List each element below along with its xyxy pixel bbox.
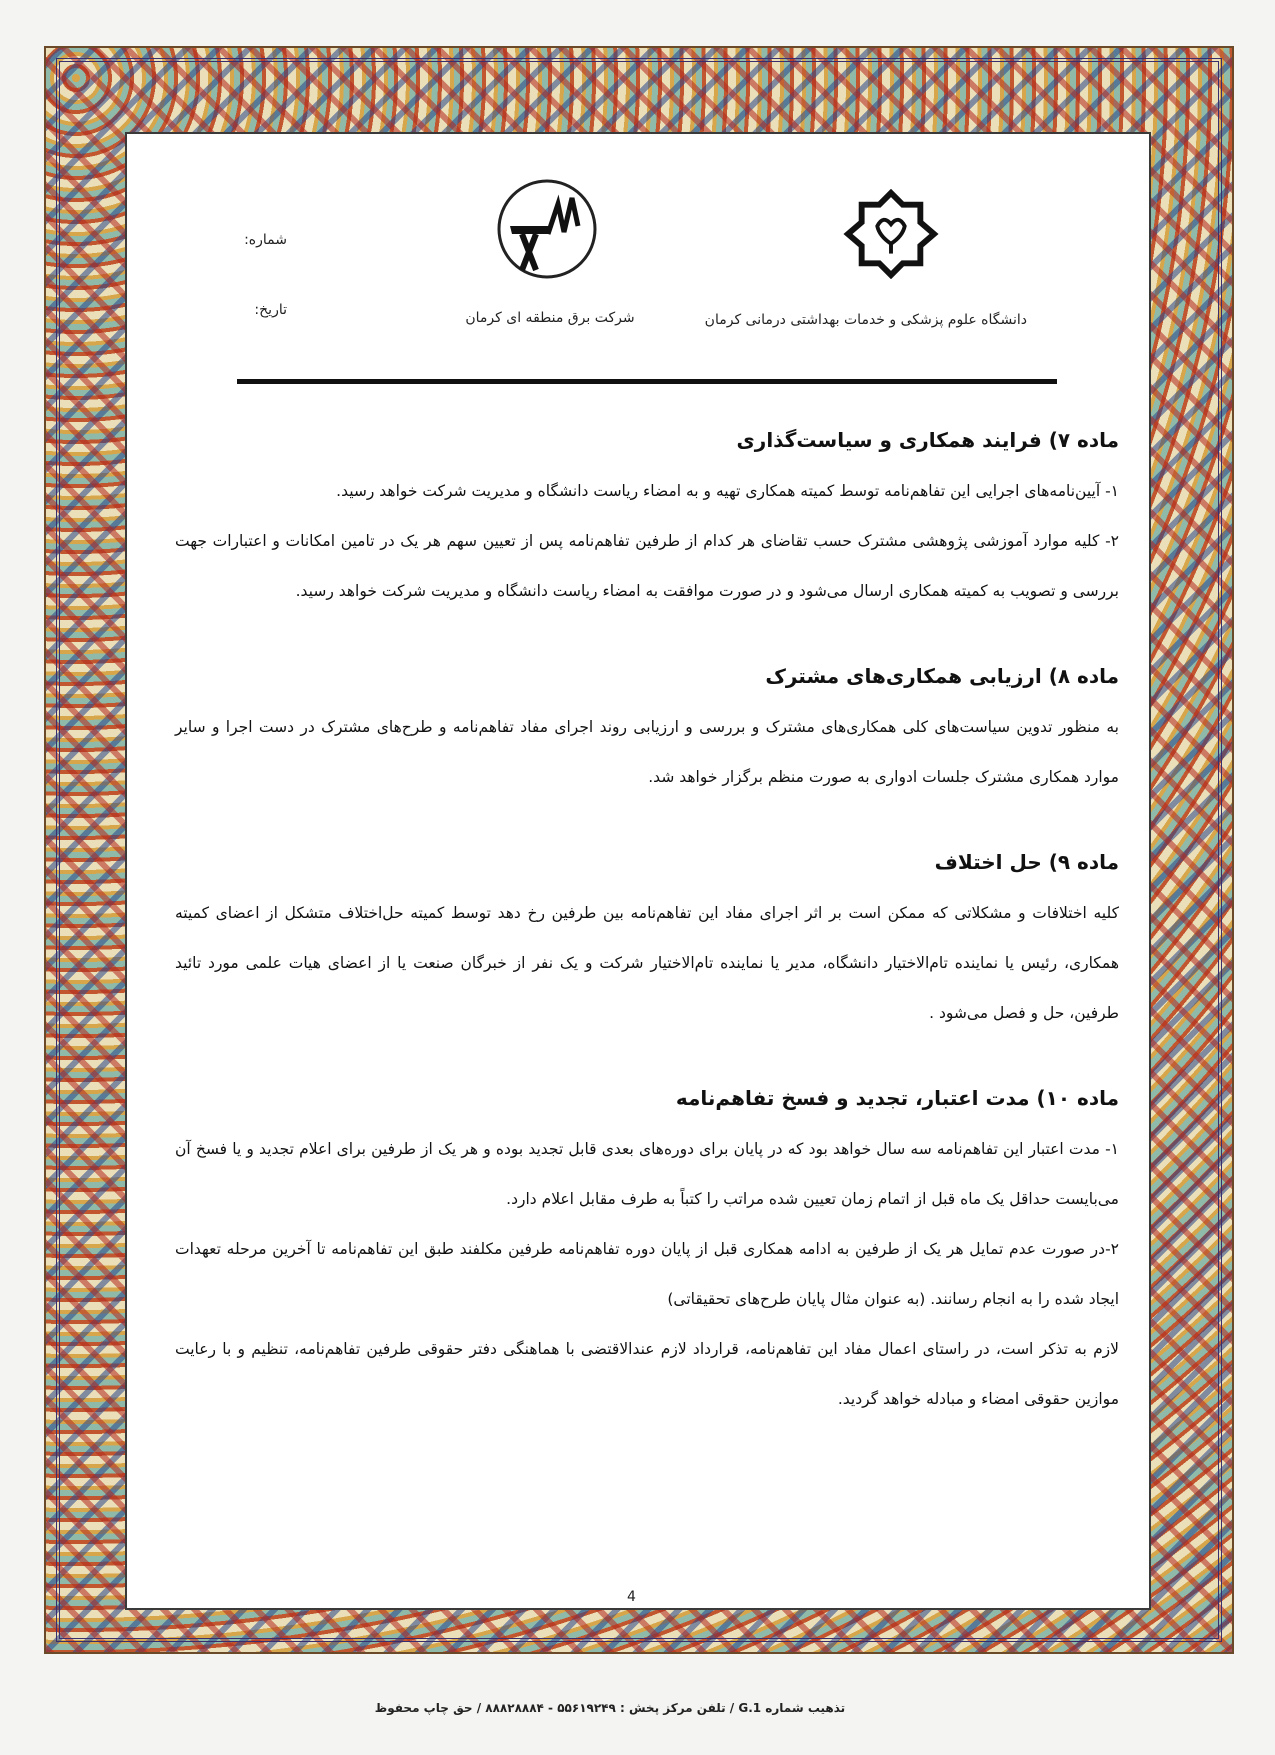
company-name: شرکت برق منطقه ای کرمان (465, 310, 635, 326)
article-10 (175, 1082, 1119, 1424)
article-7 (175, 424, 1119, 616)
article-heading: ماده ۷) فرایند همکاری و سیاست‌گذاری (736, 428, 1119, 452)
number-label: شماره: (244, 232, 287, 248)
power-company-logo-icon (492, 174, 602, 284)
article-paragraph: کلیه اختلافات و مشکلاتی که ممکن است بر اثر اجرای مفاد این تفاهم‌نامه بین طرفین رخ دهد توسط کمیته حل‌اختلاف متشکل از اعضای کمیته همکاری، رئیس یا نماینده تام‌الاختیار دانشگاه، مدیر یا نماینده تام‌الاختیار شرکت و یک نفر از خبرگان صنعت یا از اعضای هیات علمی مورد تائید طرفین، حل و فصل می‌شود . (175, 904, 1119, 1022)
document-page (125, 132, 1151, 1610)
article-9 (175, 846, 1119, 1038)
article-8 (175, 660, 1119, 802)
university-name: دانشگاه علوم پزشکی و خدمات بهداشتی درمانی کرمان (704, 312, 1027, 328)
header-divider (237, 379, 1057, 384)
page-number: 4 (627, 1589, 636, 1605)
university-logo-icon (842, 189, 940, 279)
article-heading: ماده ۹) حل اختلاف (934, 850, 1119, 874)
article-paragraph: لازم به تذکر است، در راستای اعمال مفاد این تفاهم‌نامه، قرارداد لازم عندالاقتضی با هماهنگی دفتر حقوقی طرفین تفاهم‌نامه، تنظیم و با رعایت موازین حقوقی امضاء و مبادله خواهد گردید. (175, 1340, 1119, 1408)
article-paragraph: ۱- مدت اعتبار این تفاهم‌نامه سه سال خواهد بود که در پایان برای دوره‌های بعدی قابل تجدید بوده و هر یک از طرفین برای اعلام تجدید و یا فسخ آن می‌بایست حداقل یک ماه قبل از اتمام زمان تعیین شده مراتب را کتباً به طرف مقابل اعلام دارد. (175, 1140, 1119, 1208)
article-paragraph: ۲- کلیه موارد آموزشی پژوهشی مشترک حسب تقاضای هر کدام از طرفین تفاهم‌نامه پس از تعیین سهم هر یک در تامین امکانات و اعتبارات جهت بررسی و تصویب به کمیته همکاری ارسال می‌شود و در صورت موافقت به امضاء ریاست دانشگاه و مدیریت شرکت خواهد رسید. (175, 532, 1119, 600)
article-heading: ماده ۸) ارزیابی همکاری‌های مشترک (765, 664, 1119, 688)
date-label: تاریخ: (254, 302, 287, 318)
print-footer: تذهیب شماره G.1 / تلفن مرکز پخش : ۵۵۶۱۹۲۴۹ - ۸۸۸۲۸۸۸۴ / حق چاپ محفوظ (374, 1701, 846, 1715)
article-paragraph: به منظور تدوین سیاست‌های کلی همکاری‌های مشترک و بررسی و ارزیابی روند اجرای مفاد تفاهم‌نامه و طرح‌های مشترک در دست اجرا و سایر موارد همکاری مشترک جلسات ادواری به صورت منظم برگزار خواهد شد. (175, 718, 1119, 786)
article-heading: ماده ۱۰) مدت اعتبار، تجدید و فسخ تفاهم‌نامه (675, 1086, 1119, 1110)
article-paragraph: ۱- آیین‌نامه‌های اجرایی این تفاهم‌نامه توسط کمیته همکاری تهیه و به امضاء ریاست دانشگاه و مدیریت شرکت خواهد رسید. (336, 482, 1119, 500)
article-paragraph: ۲-در صورت عدم تمایل هر یک از طرفین به ادامه همکاری قبل از پایان دوره تفاهم‌نامه طرفین مکلفند طبق این تفاهم‌نامه تا آخرین مرحله تعهدات ایجاد شده را به انجام رسانند. (به عنوان مثال پایان طرح‌های تحقیقاتی) (175, 1240, 1119, 1308)
document-body (175, 424, 1119, 1468)
